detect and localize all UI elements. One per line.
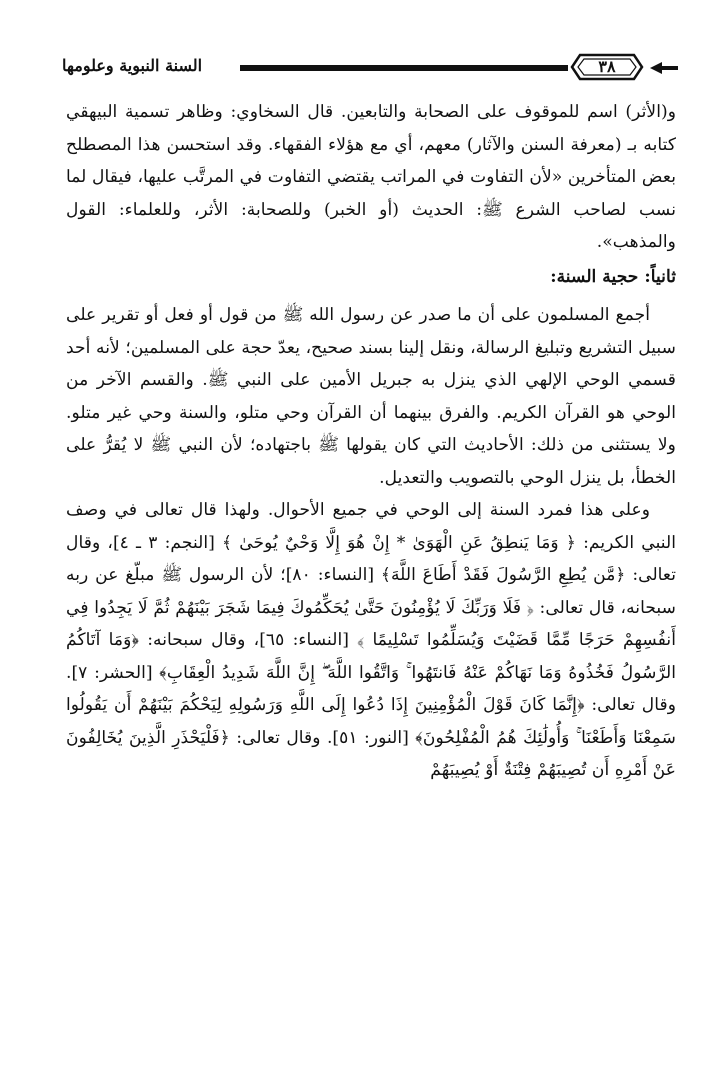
page-number-ornament (570, 52, 644, 82)
page-number: ٣٨ (598, 57, 616, 76)
paragraph-quranic-evidence: وعلى هذا فمرد السنة إلى الوحي في جميع الأحوال. ولهذا قال تعالى في وصف النبي الكريم: ﴿ وَمَا يَنطِقُ عَنِ الْهَوَىٰ * إِنْ هُوَ إِلَّا وَحْيٌ يُوحَىٰ ﴾ [النجم: ٣ ـ ٤]، وقال تعالى: ﴿مَّن يُطِعِ الرَّسُولَ فَقَدْ أَطَاعَ اللَّهَ﴾ [النساء: ٨٠]؛ لأن الرسول ﷺ مبلّغ عن ربه سبحانه، قال تعالى: ﴿ فَلَا وَرَبِّكَ لَا يُؤْمِنُونَ حَتَّىٰ يُحَكِّمُوكَ فِيمَا شَجَرَ بَيْنَهُمْ ثُمَّ لَا يَجِدُوا فِي أَنفُسِهِمْ حَرَجًا مِّمَّا قَضَيْتَ وَيُسَلِّمُوا تَسْلِيمًا ﴾ [النساء: ٦٥]، وقال سبحانه: ﴿وَمَا آتَاكُمُ الرَّسُولُ فَخُذُوهُ وَمَا نَهَاكُمْ عَنْهُ فَانتَهُوا ۚ وَاتَّقُوا اللَّهَ ۖ إِنَّ اللَّهَ شَدِيدُ الْعِقَابِ﴾ [الحشر: ٧]. وقال تعالى: ﴿إِنَّمَا كَانَ قَوْلَ الْمُؤْمِنِينَ إِذَا دُعُوا إِلَى اللَّهِ وَرَسُولِهِ لِيَحْكُمَ بَيْنَهُمْ أَن يَقُولُوا سَمِعْنَا وَأَطَعْنَا ۚ وَأُولَٰئِكَ هُمُ الْمُفْلِحُونَ﴾ [النور: ٥١]. وقال تعالى: ﴿فَلْيَحْذَرِ الَّذِينَ يُخَالِفُونَ عَنْ أَمْرِهِ أَن تُصِيبَهُمْ فِتْنَةٌ أَوْ يُصِيبَهُمْ (66, 500, 677, 780)
section-heading-hujjiyat-al-sunna: ثانياً: حجية السنة: (550, 266, 676, 287)
paragraph-athar-definition: و(الأثر) اسم للموقوف على الصحابة والتابعين. قال السخاوي: وظاهر تسمية البيهقي كتابه بـ (معرفة السنن والآثار) معهم، أي مع هؤلاء الفقهاء. وقد استحسن هذا المصطلح بعض المتأخرين «لأن التفاوت في المراتب يقتضي التفاوت في المرتَّب عليها، فيقال لما نسب لصاحب الشرع ﷺ: الحديث (أو الخبر) وللصحابة: الأثر، وللعلماء: القول والمذهب». (66, 102, 676, 252)
paragraph-consensus: أجمع المسلمون على أن ما صدر عن رسول الله ﷺ من قول أو فعل أو تقرير على سبيل التشريع وتبليغ الرسالة، ونقل إلينا بسند صحيح، يعدّ حجة على المسلمين؛ لأنه أحد قسمي الوحي الإلهي الذي ينزل به جبريل الأمين على النبي ﷺ. والقسم الآخر من الوحي هو القرآن الكريم. والفرق بينهما أن القرآن وحي متلو، والسنة وحي غير متلو. ولا يستثنى من ذلك: الأحاديث التي كان يقولها ﷺ باجتهاده؛ لأن النبي ﷺ لا يُقرُّ على الخطأ، بل ينزل الوحي بالتصويب والتعديل. (66, 305, 676, 488)
page-header (62, 50, 680, 86)
book-title: السنة النبوية وعلومها (62, 56, 203, 75)
header-arrow-ornament (650, 60, 680, 76)
page-body (66, 96, 676, 787)
header-rule (240, 65, 568, 71)
